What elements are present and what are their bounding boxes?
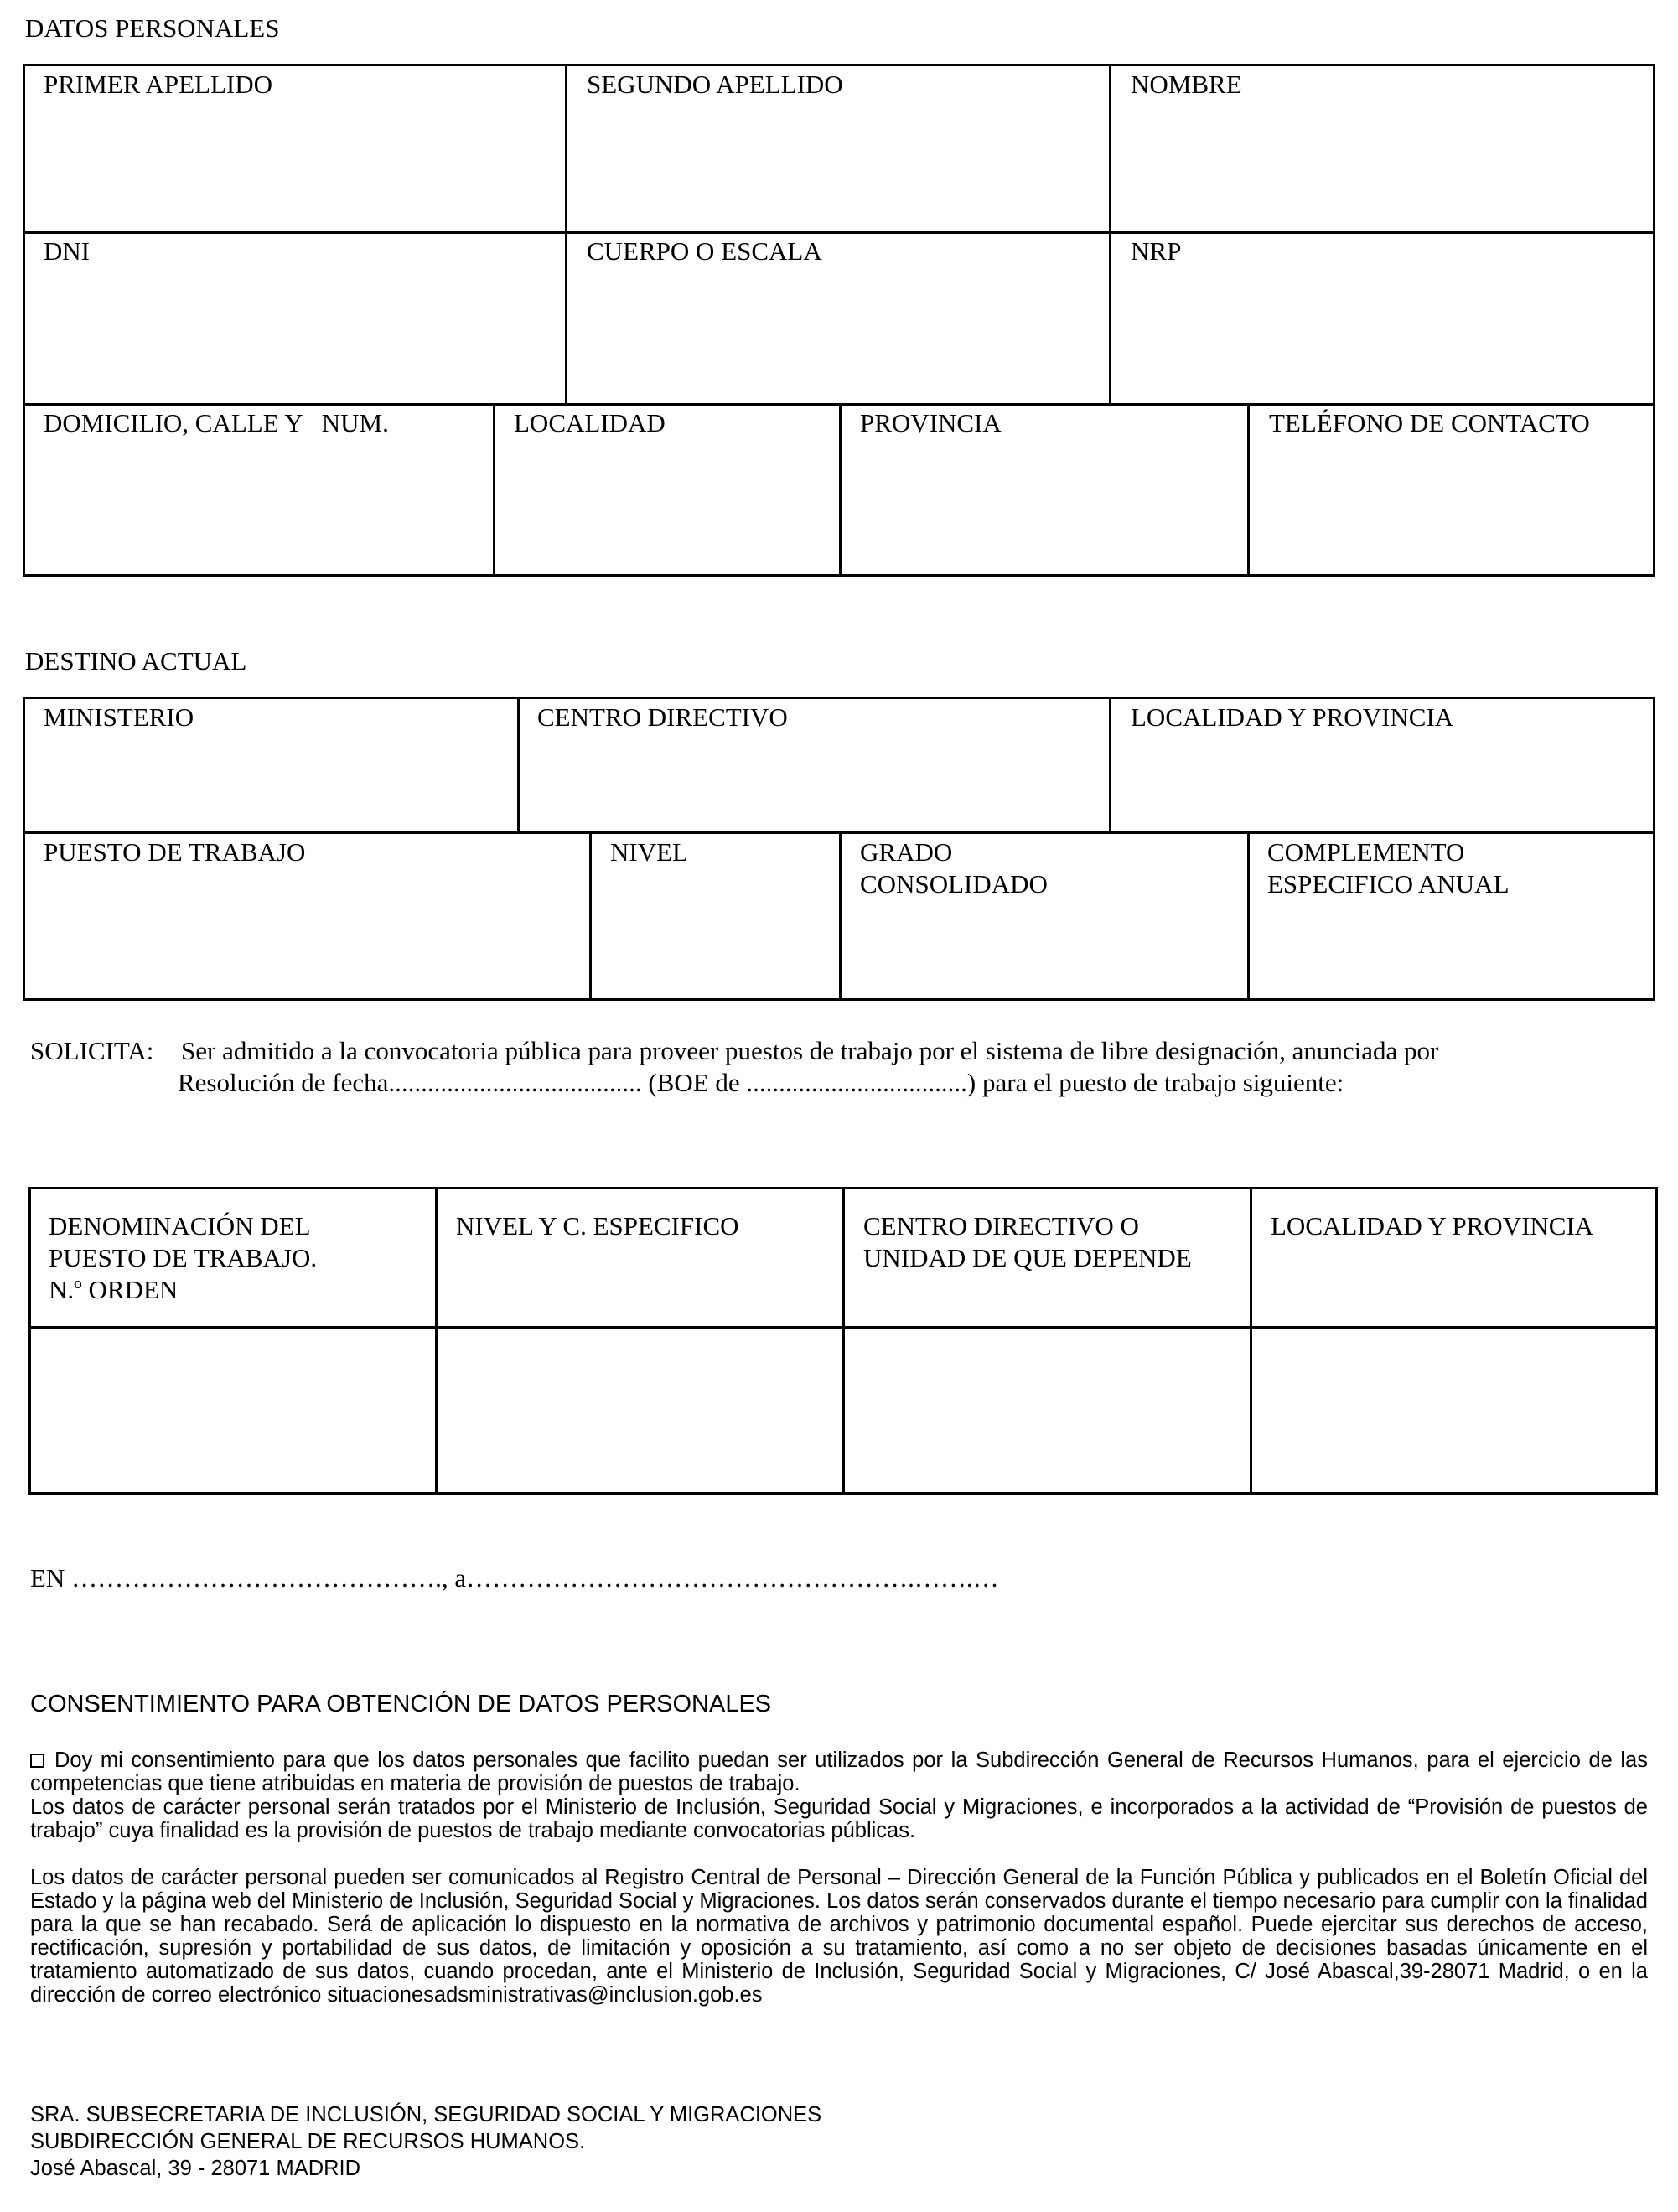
denominacion-line3: N.º ORDEN	[49, 1275, 179, 1304]
col-divider	[565, 64, 567, 403]
field-segundo-apellido[interactable]: SEGUNDO APELLIDO	[587, 70, 843, 99]
field-nivel[interactable]: NIVEL	[610, 837, 688, 867]
consent-checkbox[interactable]	[30, 1754, 44, 1768]
header-localidad-provincia: LOCALIDAD Y PROVINCIA	[1271, 1211, 1594, 1241]
denominacion-line2: PUESTO DE TRABAJO.	[49, 1243, 318, 1272]
field-nrp[interactable]: NRP	[1131, 236, 1182, 266]
complemento-line1: COMPLEMENTO	[1267, 837, 1465, 867]
solicita-label: SOLICITA:	[30, 1036, 154, 1065]
col-divider	[517, 697, 520, 831]
col-divider	[839, 831, 842, 1001]
field-localidad-provincia[interactable]: LOCALIDAD Y PROVINCIA	[1131, 702, 1454, 732]
solicita-line2: Resolución de fecha....................................... (BOE de ..................................) para el puesto de trabajo siguiente:	[178, 1068, 1344, 1097]
section-title-destino-actual: DESTINO ACTUAL	[25, 646, 247, 676]
field-telefono-contacto[interactable]: TELÉFONO DE CONTACTO	[1269, 408, 1590, 438]
col-divider	[493, 403, 495, 577]
solicita-line1: Ser admitido a la convocatoria pública para proveer puestos de trabajo por el sistema de libre designación, anunciada por	[181, 1036, 1439, 1065]
field-centro-directivo[interactable]: CENTRO DIRECTIVO	[537, 702, 788, 732]
grado-line2: CONSOLIDADO	[860, 869, 1048, 899]
field-complemento-especifico[interactable]	[1267, 837, 1510, 900]
header-centro-directivo	[863, 1210, 1192, 1274]
consent-text: Doy mi consentimiento para que los datos personales que facilito puedan ser utilizados por la Subdirección General de Recursos Humanos, para el ejercicio de las competencias que tiene atribuidas en materia de provisión de puestos de trabajo.	[30, 1748, 1648, 1795]
col-divider	[1109, 64, 1111, 403]
col-divider	[1109, 697, 1111, 831]
header-denominacion-puesto	[49, 1210, 317, 1306]
consentimiento-paragraph-2: Los datos de carácter personal pueden ser comunicados al Registro Central de Personal – Dirección General de la Función Pública y publicados en el Boletín Oficial del Estado y la página web del Ministerio de Inclusión, Seguridad Social y Migraciones. Los datos serán conservados durante el tiempo necesario para cumplir con la finalidad para la que se han recabado. Será de aplicación lo dispuesto en la normativa de archivos y patrimonio documental español. Puede ejercitar sus derechos de acceso, rectificación, supresión y portabilidad de sus datos, de limitación y oposición a su tratamiento, así como a no ser objeto de decisiones basadas únicamente en el tratamiento automatizado de sus datos, cuando procedan, ante el Ministerio de Inclusión, Seguridad Social y Migraciones, C/ José Abascal,39-28071 Madrid, o en la dirección de correo electrónico situacionesadsministrativas@inclusion.gob.es	[30, 1866, 1648, 2007]
complemento-line2: ESPECIFICO ANUAL	[1267, 869, 1510, 899]
destinatario-line2: SUBDIRECCIÓN GENERAL DE RECURSOS HUMANOS.	[30, 2130, 586, 2153]
consentimiento-checkbox-text	[30, 1748, 1648, 1795]
input-denominacion-puesto[interactable]	[31, 1329, 435, 1492]
field-nombre[interactable]: NOMBRE	[1131, 70, 1242, 99]
lugar-fecha-line[interactable]: EN ……………………………………., a…………………………………………….…….…	[30, 1563, 999, 1593]
denominacion-line1: DENOMINACIÓN DEL	[49, 1211, 311, 1241]
field-domicilio[interactable]: DOMICILIO, CALLE Y NUM.	[44, 408, 389, 438]
centro-line1: CENTRO DIRECTIVO O	[863, 1211, 1139, 1241]
input-centro-directivo[interactable]	[845, 1329, 1250, 1492]
input-localidad-provincia[interactable]	[1252, 1329, 1655, 1492]
consentimiento-title: CONSENTIMIENTO PARA OBTENCIÓN DE DATOS PERSONALES	[30, 1691, 772, 1717]
field-provincia[interactable]: PROVINCIA	[860, 408, 1002, 438]
destinatario-line3: José Abascal, 39 - 28071 MADRID	[30, 2157, 361, 2180]
destinatario-line1: SRA. SUBSECRETARIA DE INCLUSIÓN, SEGURIDAD SOCIAL Y MIGRACIONES	[30, 2103, 822, 2127]
col-divider	[589, 831, 592, 1001]
field-dni[interactable]: DNI	[44, 236, 91, 266]
input-nivel-especifico[interactable]	[438, 1329, 842, 1492]
consentimiento-paragraph-1: Los datos de carácter personal serán tratados por el Ministerio de Inclusión, Seguridad Social y Migraciones, e incorporados a la actividad de “Provisión de puestos de trabajo” cuya finalidad es la provisión de puestos de trabajo mediante convocatorias públicas.	[30, 1795, 1648, 1842]
centro-line2: UNIDAD DE QUE DEPENDE	[863, 1243, 1192, 1272]
grado-line1: GRADO	[860, 837, 953, 867]
col-divider	[1247, 831, 1250, 1001]
header-nivel-especifico: NIVEL Y C. ESPECIFICO	[456, 1211, 739, 1241]
col-divider	[839, 403, 842, 577]
field-grado-consolidado[interactable]	[860, 837, 1048, 900]
field-puesto-trabajo[interactable]: PUESTO DE TRABAJO	[44, 837, 306, 867]
field-localidad[interactable]: LOCALIDAD	[514, 408, 666, 438]
field-cuerpo-escala[interactable]: CUERPO O ESCALA	[587, 236, 822, 266]
col-divider	[1247, 403, 1250, 577]
section-title-datos-personales: DATOS PERSONALES	[25, 13, 280, 43]
row-divider	[23, 231, 1655, 234]
field-primer-apellido[interactable]: PRIMER APELLIDO	[44, 70, 272, 99]
field-ministerio[interactable]: MINISTERIO	[44, 702, 194, 732]
